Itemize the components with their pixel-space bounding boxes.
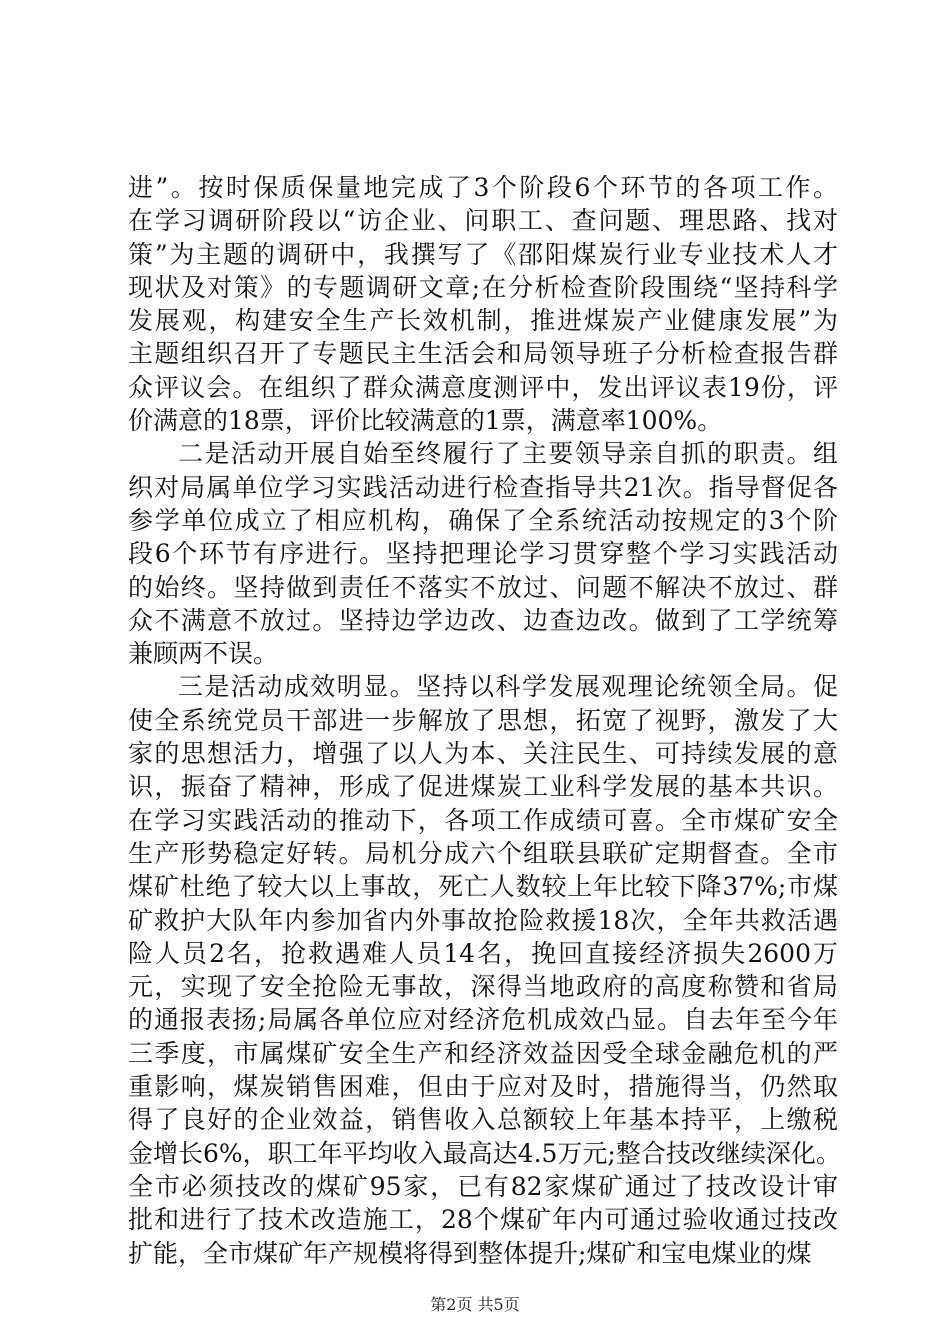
text-line: 全市必须技改的煤矿95家，已有82家煤矿通过了技改设计审	[128, 1171, 838, 1201]
text-line: 识，振奋了精神，形成了促进煤炭工业科学发展的基本共识。	[128, 772, 838, 802]
text-line: 主题组织召开了专题民主生活会和局领导班子分析检查报告群	[128, 339, 838, 369]
text-line: 段6个环节有序进行。坚持把理论学习贯穿整个学习实践活动	[128, 539, 838, 569]
text-line: 在学习实践活动的推动下，各项工作成绩可喜。全市煤矿安全	[128, 805, 838, 835]
text-line: 三季度，市属煤矿安全生产和经济效益因受全球金融危机的严	[128, 1038, 838, 1068]
text-line: 得了良好的企业效益，销售收入总额较上年基本持平，上缴税	[128, 1105, 838, 1135]
text-line: 险人员2名，抢救遇难人员14名，挽回直接经济损失2600万	[128, 938, 838, 968]
page-footer: 第2页 共5页	[430, 1295, 520, 1314]
text-line: 织对局属单位学习实践活动进行检查指导共21次。指导督促各	[128, 472, 838, 502]
text-line: 进”。按时保质保量地完成了3个阶段6个环节的各项工作。	[128, 173, 838, 202]
text-line: 现状及对策》的专题调研文章;在分析检查阶段围绕“坚持科学	[128, 272, 838, 302]
text-line: 使全系统党员干部进一步解放了思想，拓宽了视野，激发了大	[128, 705, 838, 735]
text-line: 发展观，构建安全生产长效机制，推进煤炭产业健康发展”为	[128, 306, 838, 336]
text-line: 煤矿杜绝了较大以上事故，死亡人数较上年比较下降37%;市煤	[128, 872, 838, 902]
text-line: 众评议会。在组织了群众满意度测评中，发出评议表19份，评	[128, 372, 838, 402]
text-line: 的通报表扬;局属各单位应对经济危机成效凸显。自去年至今年	[128, 1005, 838, 1035]
body-text	[128, 171, 841, 1270]
text-line: 参学单位成立了相应机构，确保了全系统活动按规定的3个阶	[128, 505, 838, 535]
text-line: 策”为主题的调研中，我撰写了《邵阳煤炭行业专业技术人才	[128, 239, 838, 269]
paragraph	[128, 171, 838, 437]
paragraph	[128, 670, 841, 1269]
text-line: 重影响，煤炭销售困难，但由于应对及时，措施得当，仍然取	[128, 1072, 838, 1102]
text-line: 二是活动开展自始至终履行了主要领导亲自抓的职责。组	[178, 439, 838, 469]
paragraph	[128, 437, 838, 670]
text-line: 在学习调研阶段以“访企业、问职工、查问题、理思路、找对	[128, 206, 838, 236]
text-line: 的始终。坚持做到责任不落实不放过、问题不解决不放过、群	[128, 572, 838, 602]
text-line: 扩能，全市煤矿年产规模将得到整体提升;煤矿和宝电煤业的煤	[128, 1238, 812, 1268]
text-line: 兼顾两不误。	[128, 639, 279, 669]
text-line: 批和进行了技术改造施工，28个煤矿年内可通过验收通过技改	[128, 1205, 838, 1235]
text-line: 三是活动成效明显。坚持以科学发展观理论统领全局。促	[178, 672, 838, 702]
text-line: 众不满意不放过。坚持边学边改、边查边改。做到了工学统筹	[128, 605, 838, 635]
text-line: 价满意的18票，评价比较满意的1票，满意率100%。	[128, 406, 723, 436]
text-line: 生产形势稳定好转。局机分成六个组联县联矿定期督查。全市	[128, 838, 838, 868]
text-line: 矿救护大队年内参加省内外事故抢险救援18次，全年共救活遇	[128, 905, 838, 935]
text-line: 金增长6%，职工年平均收入最高达4.5万元;整合技改继续深化。	[128, 1138, 841, 1168]
text-line: 元，实现了安全抢险无事故，深得当地政府的高度称赞和省局	[128, 972, 838, 1002]
text-line: 家的思想活力，增强了以人为本、关注民生、可持续发展的意	[128, 739, 838, 769]
